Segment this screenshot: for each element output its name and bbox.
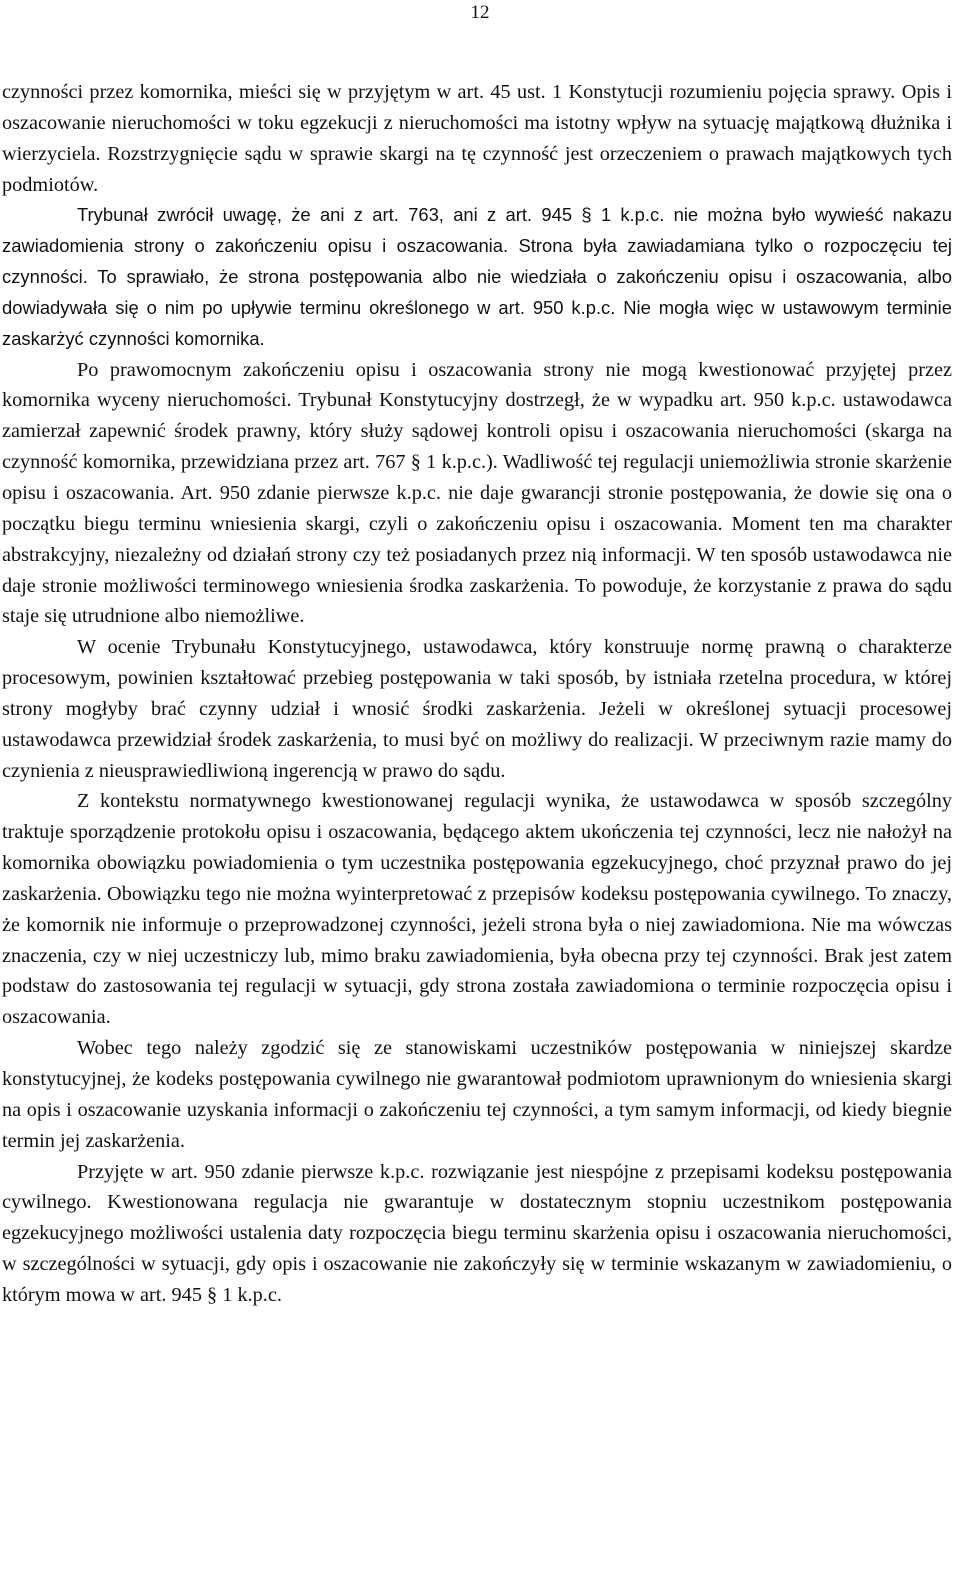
paragraph-3: Po prawomocnym zakończeniu opisu i oszacowania strony nie mogą kwestionować przyjętej przez komornika wyceny nieruchomości. Trybunał Konstytucyjny dostrzegł, że w wypadku art. 950 k.p.c. ustawodawca zamierzał zapewnić środek prawny, który służy sądowej kontroli opisu i oszacowania nieruchomości (skarga na czynność komornika, przewidziana przez art. 767 § 1 k.p.c.). Wadliwość tej regulacji uniemożliwia stronie skarżenie opisu i oszacowania. Art. 950 zdanie pierwsze k.p.c. nie daje gwarancji stronie postępowania, że dowie się ona o początku biegu terminu wniesienia skargi, czyli o zakończeniu opisu i oszacowania. Moment ten ma charakter abstrakcyjny, niezależny od działań strony czy też posiadanych przez nią informacji. W ten sposób ustawodawca nie daje stronie możliwości terminowego wniesienia środka zaskarżenia. To powoduje, że korzystanie z prawa do sądu staje się utrudnione albo niemożliwe. [2,358,952,628]
paragraph-6: Wobec tego należy zgodzić się ze stanowiskami uczestników postępowania w niniejszej skardze konstytucyjnej, że kodeks postępowania cywilnego nie gwarantował podmiotom uprawnionym do wniesienia skargi na opis i oszacowanie uzyskania informacji o zakończeniu tej czynności, a tym samym informacji, od kiedy biegnie termin jej zaskarżenia. [2,1037,952,1152]
paragraph-2: Trybunał zwrócił uwagę, że ani z art. 763, ani z art. 945 § 1 k.p.c. nie można było wywieść nakazu zawiadomienia strony o zakończeniu opisu i oszacowania. Strona była zawiadamiana tylko o rozpoczęciu tej czynności. To sprawiało, że strona postępowania albo nie wiedziała o zakończeniu opisu i oszacowania, albo dowiadywała się o nim po upływie terminu określonego w art. 950 k.p.c. Nie mogła więc w ustawowym terminie zaskarżyć czynności komornika. [2,204,952,349]
page-number: 12 [470,2,490,23]
paragraph-4: W ocenie Trybunału Konstytucyjnego, ustawodawca, który konstruuje normę prawną o charakterze procesowym, powinien kształtować przebieg postępowania w taki sposób, by istniała rzetelna procedura, w której strony mogłyby brać czynny udział i wnosić środki zaskarżenia. Jeżeli w określonej sytuacji procesowej ustawodawca przewidział środek zaskarżenia, to musi być on możliwy do realizacji. W przeciwnym razie mamy do czynienia z nieusprawiedliwioną ingerencją w prawo do sądu. [2,636,952,782]
body-text [2,77,952,1311]
paragraph-1: czynności przez komornika, mieści się w przyjętym w art. 45 ust. 1 Konstytucji rozumieniu pojęcia sprawy. Opis i oszacowanie nieruchomości w toku egzekucji z nieruchomości ma istotny wpływ na sytuację majątkową dłużnika i wierzyciela. Rozstrzygnięcie sądu w sprawie skargi na tę czynność jest orzeczeniem o prawach majątkowych tych podmiotów. [2,81,952,196]
paragraph-7: Przyjęte w art. 950 zdanie pierwsze k.p.c. rozwiązanie jest niespójne z przepisami kodeksu postępowania cywilnego. Kwestionowana regulacja nie gwarantuje w dostatecznym stopniu uczestnikom postępowania egzekucyjnego możliwości ustalenia daty rozpoczęcia biegu terminu skarżenia opisu i oszacowania nieruchomości, w szczególności w sytuacji, gdy opis i oszacowanie nie zakończyły się w terminie wskazanym w zawiadomieniu, o którym mowa w art. 945 § 1 k.p.c. [2,1160,952,1306]
paragraph-5: Z kontekstu normatywnego kwestionowanej regulacji wynika, że ustawodawca w sposób szczególny traktuje sporządzenie protokołu opisu i oszacowania, będącego aktem ukończenia tej czynności, lecz nie nałożył na komornika obowiązku powiadomienia o tym uczestnika postępowania egzekucyjnego, choć przyznał prawo do jej zaskarżenia. Obowiązku tego nie można wyinterpretować z przepisów kodeksu postępowania cywilnego. To znaczy, że komornik nie informuje o przeprowadzonej czynności, jeżeli strona była o niej zawiadomiona. Nie ma wówczas znaczenia, czy w niej uczestniczy lub, mimo braku zawiadomienia, była obecna przy tej czynności. Brak jest zatem podstaw do zastosowania tej regulacji w sytuacji, gdy strona została zawiadomiona o terminie rozpoczęcia opisu i oszacowania. [2,790,952,1029]
